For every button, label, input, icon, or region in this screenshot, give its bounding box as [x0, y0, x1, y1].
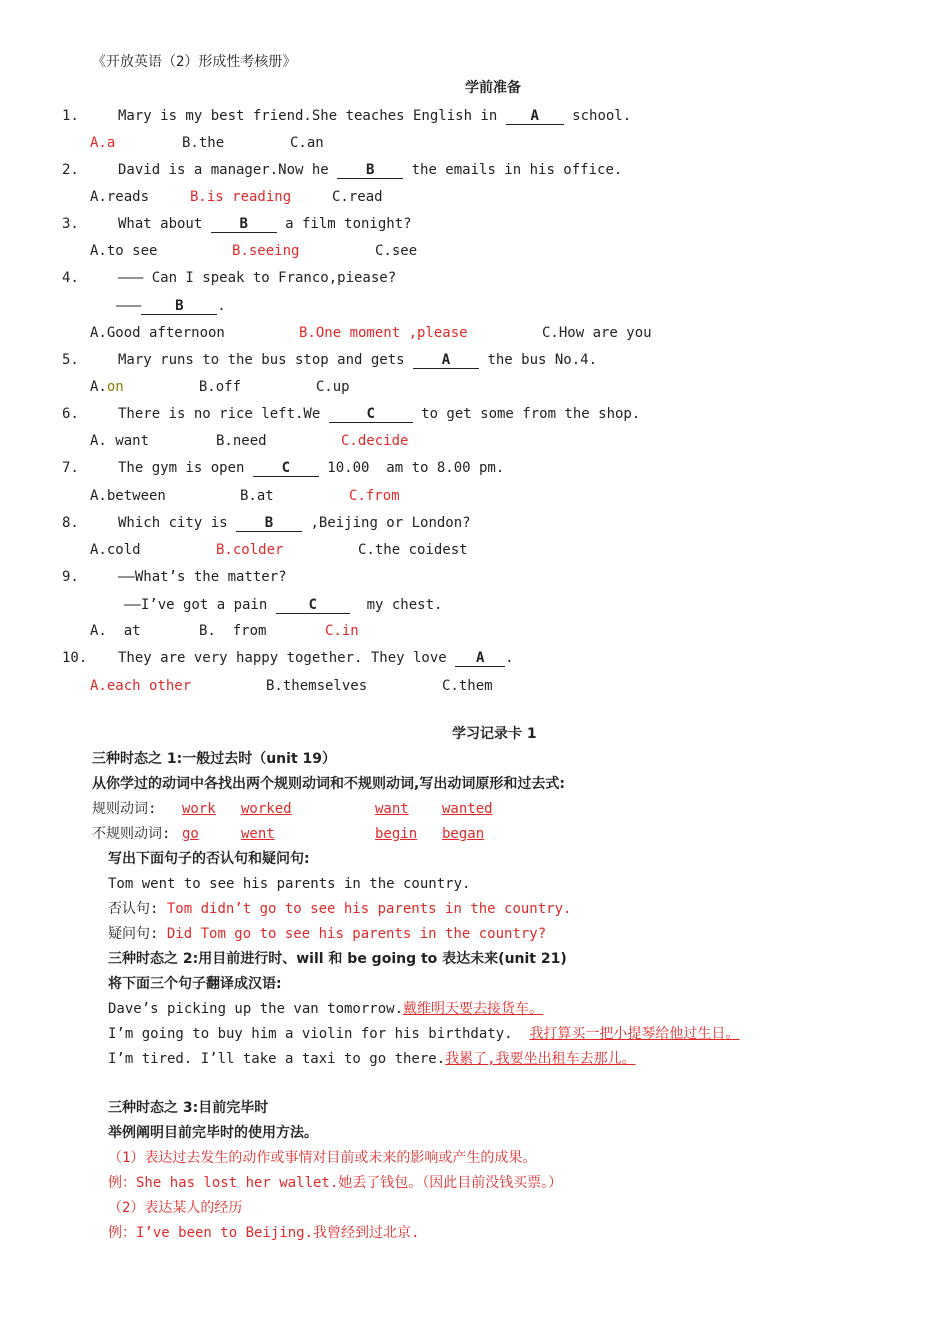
- question-2: 2. David is a manager.Now he B the emails in his office.: [62, 162, 623, 178]
- tense1-title: 三种时态之 1:一般过去时（unit 19）: [92, 751, 336, 767]
- options-9: A. at B. from C.in: [90, 623, 359, 639]
- answer-blank: B: [141, 298, 217, 315]
- answer-blank: C: [253, 460, 319, 477]
- options-8: A.cold B.colder C.the coidest: [90, 542, 468, 558]
- translation-2: I’m going to buy him a violin for his birthdaty. 我打算买一把小提琴给他过生日。: [108, 1026, 740, 1042]
- neg-question-title: 写出下面句子的否认句和疑问句:: [108, 851, 310, 867]
- irregular-verbs-row: 不规则动词: go went begin began: [92, 826, 485, 842]
- tense3-title: 三种时态之 3:目前完毕时: [108, 1100, 269, 1116]
- source-sentence: Tom went to see his parents in the country.: [108, 876, 471, 892]
- answer-blank: B: [236, 515, 302, 532]
- answer-blank: C: [276, 597, 350, 614]
- section-title-preparation: 学前准备: [465, 80, 521, 96]
- question-8: 8. Which city is B ,Beijing or London?: [62, 515, 471, 531]
- tense2-instruction: 将下面三个句子翻译成汉语:: [108, 976, 282, 992]
- options-1: A.a B.the C.an: [90, 135, 324, 151]
- options-6: A. want B.need C.decide: [90, 433, 409, 449]
- question-6: 6. There is no rice left.We C to get some from the shop.: [62, 406, 641, 422]
- answer-blank: C: [329, 406, 413, 423]
- question-4: 4. ——— Can I speak to Franco,piease?: [62, 270, 397, 286]
- question-5: 5. Mary runs to the bus stop and gets A the bus No.4.: [62, 352, 598, 368]
- answer-blank: A: [413, 352, 479, 369]
- answer-blank: A: [455, 650, 505, 667]
- options-3: A.to see B.seeing C.see: [90, 243, 418, 259]
- answer-blank: A: [506, 108, 564, 125]
- tense1-instruction: 从你学过的动词中各找出两个规则动词和不规则动词,写出动词原形和过去式:: [92, 776, 565, 792]
- options-4: A.Good afternoon B.One moment ,please C.How are you: [90, 325, 652, 341]
- question-1: 1. Mary is my best friend.She teaches English in A school.: [62, 108, 632, 124]
- question-10: 10. They are very happy together. They love A .: [62, 650, 514, 666]
- answer-blank: B: [337, 162, 403, 179]
- question-sentence: 疑问句: Did Tom go to see his parents in the country?: [108, 926, 547, 942]
- options-2: A.reads B.is reading C.read: [90, 189, 383, 205]
- usage-1: （1）表达过去发生的动作或事情对目前或未来的影响或产生的成果。: [108, 1150, 537, 1166]
- question-9-reply: ——I’ve got a pain C my chest.: [124, 597, 443, 613]
- question-4-reply: ——— B .: [116, 298, 226, 314]
- tense2-title: 三种时态之 2:用目前进行时、will 和 be going to 表达未来(unit 21): [108, 951, 567, 967]
- question-7: 7. The gym is open C 10.00 am to 8.00 pm.: [62, 460, 505, 476]
- regular-verbs-row: 规则动词: work worked want wanted: [92, 801, 493, 817]
- negative-sentence: 否认句: Tom didn’t go to see his parents in the country.: [108, 901, 572, 917]
- translation-3: I’m tired. I’ll take a taxi to go there.我累了,我要坐出租车去那儿。: [108, 1051, 636, 1067]
- options-10: A.each other B.themselves C.them: [90, 678, 493, 694]
- translation-1: Dave’s picking up the van tomorrow.戴维明天要去接货车。: [108, 1001, 544, 1017]
- question-9: 9. ——What’s the matter?: [62, 569, 287, 585]
- document-header: 《开放英语（2）形成性考核册》: [92, 54, 297, 70]
- usage-2: （2）表达某人的经历: [108, 1200, 243, 1216]
- section-title-record-card: 学习记录卡 1: [452, 726, 537, 742]
- example-2: 例：I’ve been to Beijing.我曾经到过北京.: [108, 1225, 420, 1241]
- question-3: 3. What about B a film tonight?: [62, 216, 412, 232]
- answer-blank: B: [211, 216, 277, 233]
- options-7: A.between B.at C.from: [90, 488, 400, 504]
- options-5: A.on B.off C.up: [90, 379, 350, 395]
- example-1: 例：She has lost her wallet.她丢了钱包。（因此目前没钱买票。）: [108, 1175, 563, 1191]
- tense3-instruction: 举例阐明目前完毕时的使用方法。: [108, 1125, 318, 1141]
